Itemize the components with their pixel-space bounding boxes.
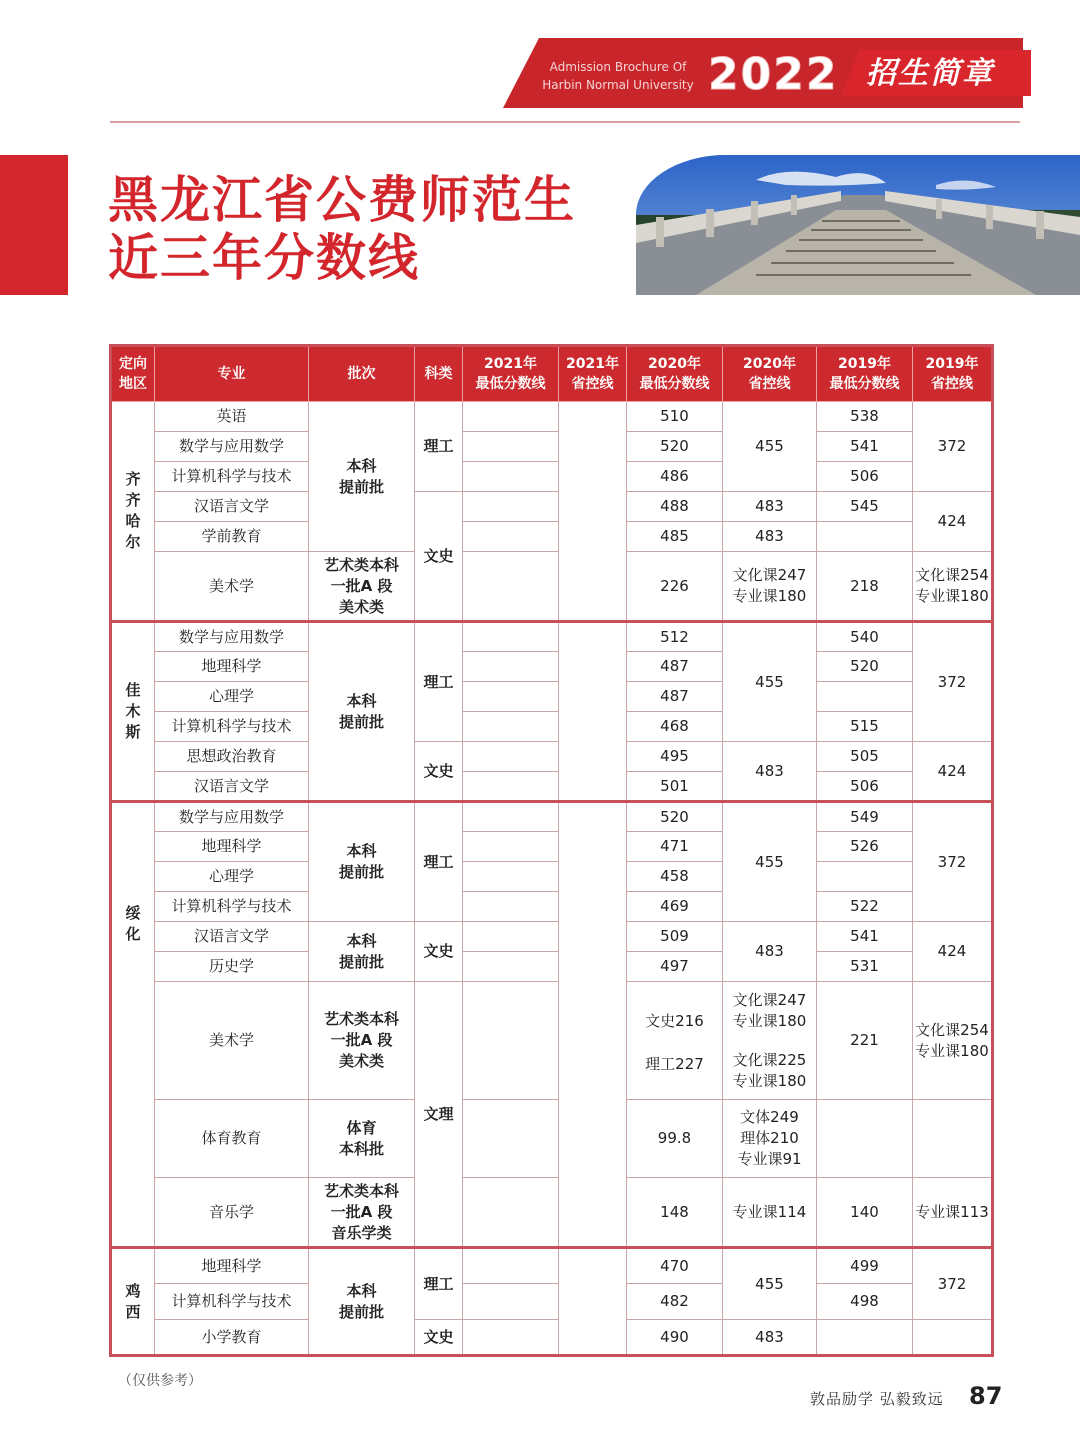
table-row xyxy=(111,712,993,742)
header-ctrl-2021: 2021年 省控线 xyxy=(559,346,627,402)
region-group-jixi xyxy=(111,1248,993,1356)
ctrl-2020-cell: 文化课247 专业课180 xyxy=(723,552,817,622)
region-group-qiqihar xyxy=(111,402,993,622)
min-2019-cell: 545 xyxy=(817,492,913,522)
ctrl-2020-cell: 455 xyxy=(723,1248,817,1320)
min-2020-cell: 490 xyxy=(627,1320,723,1356)
ctrl-2020-cell: 455 xyxy=(723,802,817,922)
min-2021-cell xyxy=(463,462,559,492)
page-title-line-2: 近三年分数线 xyxy=(108,229,420,287)
major-cell: 数学与应用数学 xyxy=(155,432,309,462)
min-2019-cell: 522 xyxy=(817,892,913,922)
region-cell: 绥化 xyxy=(111,802,155,1248)
min-2019-cell xyxy=(817,1100,913,1178)
min-2021-cell xyxy=(463,682,559,712)
region-group-suihua xyxy=(111,802,993,1248)
min-2020-cell: 148 xyxy=(627,1178,723,1248)
brochure-english-line-1: Admission Brochure Of xyxy=(549,60,687,74)
ctrl-2020-cell: 455 xyxy=(723,402,817,492)
min-2021-cell xyxy=(463,772,559,802)
min-2020-cell xyxy=(627,982,723,1100)
min-2020-cell: 471 xyxy=(627,832,723,862)
ctrl-2020-cell: 483 xyxy=(723,1320,817,1356)
page-number: 87 xyxy=(969,1382,1003,1410)
table-row xyxy=(111,1320,993,1356)
batch-cell: 体育 本科批 xyxy=(309,1100,415,1178)
min-2021-cell xyxy=(463,492,559,522)
min-2019-cell: 499 xyxy=(817,1248,913,1284)
major-cell: 计算机科学与技术 xyxy=(155,892,309,922)
region-cell: 佳木斯 xyxy=(111,622,155,802)
min-2021-cell xyxy=(463,862,559,892)
university-motto: 敦品励学 弘毅致远 xyxy=(810,1390,944,1408)
min-2021-cell xyxy=(463,742,559,772)
table-row xyxy=(111,492,993,522)
ctrl-2020-cell: 483 xyxy=(723,922,817,982)
brochure-year: 2022 xyxy=(708,49,839,100)
table-row xyxy=(111,552,993,622)
category-cell: 文史 xyxy=(415,742,463,802)
min-2019-cell: 506 xyxy=(817,772,913,802)
major-cell: 思想政治教育 xyxy=(155,742,309,772)
table-row xyxy=(111,432,993,462)
category-cell: 理工 xyxy=(415,622,463,742)
category-cell: 文史 xyxy=(415,492,463,622)
min-2021-cell xyxy=(463,402,559,432)
category-cell: 理工 xyxy=(415,802,463,922)
min-2020-cell: 512 xyxy=(627,622,723,652)
category-cell: 文史 xyxy=(415,1320,463,1356)
batch-cell: 本科 提前批 xyxy=(309,622,415,802)
table-row xyxy=(111,982,993,1100)
min-2021-cell xyxy=(463,1100,559,1178)
min-2021-cell xyxy=(463,1248,559,1284)
header-min-2019: 2019年 最低分数线 xyxy=(817,346,913,402)
ctrl-2021-cell xyxy=(559,802,627,1248)
ctrl-2020-cell xyxy=(723,982,817,1100)
table-row xyxy=(111,1178,993,1248)
header-region: 定向 地区 xyxy=(111,346,155,402)
ctrl-2019-cell: 424 xyxy=(913,922,993,982)
min-2020-arts-value: 文史216 xyxy=(645,1011,704,1030)
table-header-row xyxy=(111,346,993,402)
major-cell: 数学与应用数学 xyxy=(155,802,309,832)
min-2020-cell: 470 xyxy=(627,1248,723,1284)
ctrl-2021-cell xyxy=(559,402,627,622)
table-row xyxy=(111,1248,993,1284)
major-cell: 小学教育 xyxy=(155,1320,309,1356)
major-cell: 地理科学 xyxy=(155,1248,309,1284)
min-2021-cell xyxy=(463,802,559,832)
batch-cell: 艺术类本科 一批A 段 音乐学类 xyxy=(309,1178,415,1248)
header-ctrl-2019: 2019年 省控线 xyxy=(913,346,993,402)
major-cell: 汉语言文学 xyxy=(155,922,309,952)
table-row xyxy=(111,892,993,922)
min-2019-cell: 218 xyxy=(817,552,913,622)
major-cell: 心理学 xyxy=(155,862,309,892)
ctrl-2021-cell xyxy=(559,622,627,802)
min-2020-cell: 487 xyxy=(627,652,723,682)
min-2021-cell xyxy=(463,952,559,982)
min-2019-cell: 520 xyxy=(817,652,913,682)
ctrl-2020-arts-value: 文化课247 专业课180 xyxy=(732,990,807,1030)
brochure-english-line-2: Harbin Normal University xyxy=(542,78,694,92)
min-2019-cell: 549 xyxy=(817,802,913,832)
region-cell: 齐齐哈尔 xyxy=(111,402,155,622)
table-row xyxy=(111,402,993,432)
min-2020-cell: 497 xyxy=(627,952,723,982)
major-cell: 美术学 xyxy=(155,552,309,622)
min-2021-cell xyxy=(463,622,559,652)
min-2019-cell xyxy=(817,862,913,892)
min-2020-cell: 485 xyxy=(627,522,723,552)
table-row xyxy=(111,652,993,682)
bridge-photo xyxy=(636,155,1080,295)
min-2020-cell: 510 xyxy=(627,402,723,432)
min-2020-cell: 468 xyxy=(627,712,723,742)
batch-cell: 本科 提前批 xyxy=(309,1248,415,1356)
min-2019-cell: 515 xyxy=(817,712,913,742)
major-cell: 汉语言文学 xyxy=(155,492,309,522)
batch-cell: 艺术类本科 一批A 段 美术类 xyxy=(309,982,415,1100)
min-2019-cell xyxy=(817,522,913,552)
batch-cell: 本科 提前批 xyxy=(309,402,415,552)
min-2021-cell xyxy=(463,1284,559,1320)
min-2019-cell: 541 xyxy=(817,432,913,462)
ctrl-2019-cell: 文化课254 专业课180 xyxy=(913,552,993,622)
min-2020-cell: 482 xyxy=(627,1284,723,1320)
min-2021-cell xyxy=(463,712,559,742)
page-title-line-1: 黑龙江省公费师范生 xyxy=(108,171,576,229)
ctrl-2019-cell xyxy=(913,1100,993,1178)
min-2019-cell xyxy=(817,682,913,712)
region-group-jiamusi xyxy=(111,622,993,802)
min-2020-cell: 509 xyxy=(627,922,723,952)
min-2020-cell: 520 xyxy=(627,432,723,462)
min-2019-cell: 498 xyxy=(817,1284,913,1320)
min-2021-cell xyxy=(463,982,559,1100)
table-row xyxy=(111,802,993,832)
table-row xyxy=(111,622,993,652)
header-min-2021: 2021年 最低分数线 xyxy=(463,346,559,402)
min-2021-cell xyxy=(463,1320,559,1356)
major-cell: 计算机科学与技术 xyxy=(155,462,309,492)
brochure-english-title xyxy=(533,58,703,94)
major-cell: 英语 xyxy=(155,402,309,432)
major-cell: 音乐学 xyxy=(155,1178,309,1248)
table-row xyxy=(111,1284,993,1320)
title-accent-bar xyxy=(0,155,68,295)
header-category: 科类 xyxy=(415,346,463,402)
ctrl-2019-cell: 372 xyxy=(913,802,993,922)
min-2020-cell: 486 xyxy=(627,462,723,492)
min-2020-cell: 487 xyxy=(627,682,723,712)
min-2019-cell: 526 xyxy=(817,832,913,862)
min-2021-cell xyxy=(463,832,559,862)
ctrl-2019-cell: 372 xyxy=(913,402,993,492)
min-2020-science-value: 理工227 xyxy=(645,1054,704,1073)
ctrl-2020-science-value: 文化课225 专业课180 xyxy=(732,1050,807,1090)
header-ctrl-2020: 2020年 省控线 xyxy=(723,346,817,402)
table-row xyxy=(111,742,993,772)
table-row xyxy=(111,832,993,862)
header-major: 专业 xyxy=(155,346,309,402)
major-cell: 数学与应用数学 xyxy=(155,622,309,652)
min-2019-cell: 506 xyxy=(817,462,913,492)
major-cell: 体育教育 xyxy=(155,1100,309,1178)
min-2021-cell xyxy=(463,1178,559,1248)
min-2019-cell: 540 xyxy=(817,622,913,652)
ctrl-2019-cell xyxy=(913,1320,993,1356)
major-cell: 汉语言文学 xyxy=(155,772,309,802)
min-2019-cell: 505 xyxy=(817,742,913,772)
major-cell: 学前教育 xyxy=(155,522,309,552)
min-2020-cell: 99.8 xyxy=(627,1100,723,1178)
table-row xyxy=(111,922,993,952)
region-cell: 鸡西 xyxy=(111,1248,155,1356)
min-2019-cell: 538 xyxy=(817,402,913,432)
batch-cell: 本科 提前批 xyxy=(309,802,415,922)
score-table xyxy=(109,344,994,1357)
batch-cell: 艺术类本科 一批A 段 美术类 xyxy=(309,552,415,622)
min-2021-cell xyxy=(463,922,559,952)
min-2020-cell: 469 xyxy=(627,892,723,922)
ctrl-2020-cell: 483 xyxy=(723,742,817,802)
ctrl-2019-cell: 文化课254 专业课180 xyxy=(913,982,993,1100)
min-2020-cell: 226 xyxy=(627,552,723,622)
header-batch: 批次 xyxy=(309,346,415,402)
ctrl-2020-cell: 483 xyxy=(723,492,817,522)
min-2021-cell xyxy=(463,522,559,552)
header-min-2020: 2020年 最低分数线 xyxy=(627,346,723,402)
min-2019-cell: 221 xyxy=(817,982,913,1100)
ctrl-2021-cell xyxy=(559,1248,627,1356)
major-cell: 心理学 xyxy=(155,682,309,712)
min-2021-cell xyxy=(463,552,559,622)
category-cell: 文史 xyxy=(415,922,463,982)
min-2019-cell: 140 xyxy=(817,1178,913,1248)
ctrl-2019-cell: 372 xyxy=(913,1248,993,1320)
min-2020-cell: 458 xyxy=(627,862,723,892)
min-2019-cell: 531 xyxy=(817,952,913,982)
table-row xyxy=(111,772,993,802)
min-2020-cell: 501 xyxy=(627,772,723,802)
min-2019-cell: 541 xyxy=(817,922,913,952)
min-2021-cell xyxy=(463,652,559,682)
category-cell: 文理 xyxy=(415,982,463,1248)
major-cell: 计算机科学与技术 xyxy=(155,712,309,742)
table-row xyxy=(111,522,993,552)
major-cell: 美术学 xyxy=(155,982,309,1100)
min-2021-cell xyxy=(463,432,559,462)
major-cell: 计算机科学与技术 xyxy=(155,1284,309,1320)
ctrl-2019-cell: 专业课113 xyxy=(913,1178,993,1248)
major-cell: 历史学 xyxy=(155,952,309,982)
category-cell: 理工 xyxy=(415,402,463,492)
ctrl-2020-cell: 483 xyxy=(723,522,817,552)
major-cell: 地理科学 xyxy=(155,832,309,862)
table-row xyxy=(111,862,993,892)
major-cell: 地理科学 xyxy=(155,652,309,682)
reference-note: （仅供参考） xyxy=(118,1373,202,1389)
table-row xyxy=(111,952,993,982)
table-row xyxy=(111,462,993,492)
min-2020-cell: 520 xyxy=(627,802,723,832)
ctrl-2020-cell: 455 xyxy=(723,622,817,742)
table-row xyxy=(111,682,993,712)
min-2019-cell xyxy=(817,1320,913,1356)
header-divider xyxy=(110,121,1020,123)
min-2020-cell: 488 xyxy=(627,492,723,522)
min-2020-cell: 495 xyxy=(627,742,723,772)
ctrl-2019-cell: 372 xyxy=(913,622,993,742)
min-2021-cell xyxy=(463,892,559,922)
ctrl-2020-cell: 专业课114 xyxy=(723,1178,817,1248)
table-row xyxy=(111,1100,993,1178)
ctrl-2019-cell: 424 xyxy=(913,492,993,552)
brochure-chinese-title: 招生简章 xyxy=(866,56,994,91)
category-cell: 理工 xyxy=(415,1248,463,1320)
ctrl-2019-cell: 424 xyxy=(913,742,993,802)
ctrl-2020-cell: 文体249 理体210 专业课91 xyxy=(723,1100,817,1178)
batch-cell: 本科 提前批 xyxy=(309,922,415,982)
